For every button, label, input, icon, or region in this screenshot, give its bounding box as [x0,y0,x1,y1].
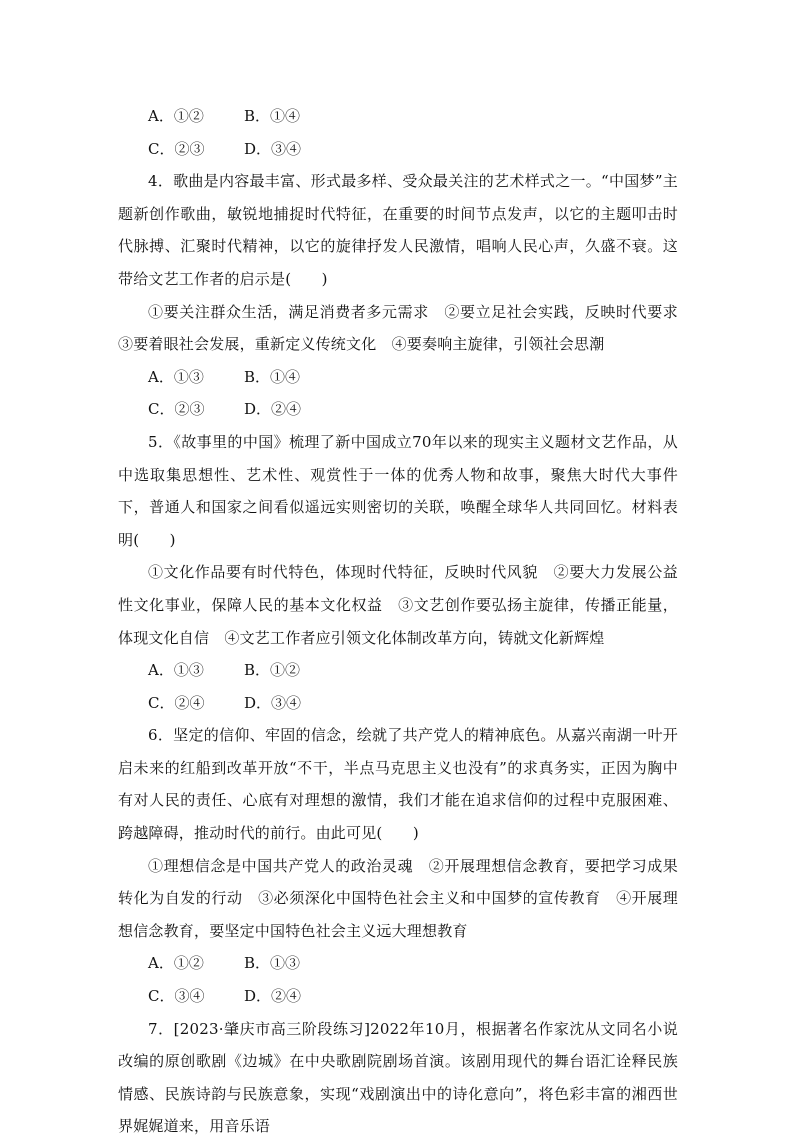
q4-option-b: B．①④ [244,367,301,386]
question-list [118,100,694,1143]
q5-option-d: D．③④ [244,693,302,712]
q5-option-a: A．①③ [148,661,204,680]
q4-options-row-1 [118,361,678,394]
q3-option-a: A．①② [148,107,204,125]
q4-option-c: C．②③ [148,400,205,419]
q6-options-row-2 [118,980,678,1013]
q5-option-c: C．②④ [148,693,205,712]
q6-options-row-1 [118,947,678,980]
q6-option-d: D．②④ [244,987,302,1006]
q3-option-d: D．③④ [244,139,302,158]
q5-stem: 5．《故事里的中国》梳理了新中国成立70年以来的现实主义题材文艺作品，从中选取集思想性、艺术性、观赏性于一体的优秀人物和故事，聚焦大时代大事件下，普通人和国家之间看似遥远实则密切的关联，唤醒全球华人共同回忆。材料表明( ) [118,432,678,549]
q3-options-row-2 [118,133,678,166]
q6-option-b: B．①③ [244,954,301,973]
q5-options-row-1 [118,654,678,687]
q4-options-row-2 [118,393,678,426]
q6-option-a: A．①② [148,954,204,973]
q7-stem: 7．[2023·肇庆市高三阶段练习]2022年10月，根据著名作家沈从文同名小说改编的原创歌剧《边城》在中央歌剧院剧场首演。该剧用现代的舞台语汇诠释民族情感、民族诗韵与民族意象，实现“戏剧演出中的诗化意向”，将色彩丰富的湘西世界娓娓道来，用音乐语 [118,1019,678,1136]
q5-statements: ①文化作品要有时代特色，体现时代特征，反映时代风貌 ②要大力发展公益性文化事业，保障人民的基本文化权益 ③文艺创作要弘扬主旋律，传播正能量，体现文化自信 ④文艺工作者应引领文化体制改革方向，铸就文化新辉煌 [118,563,678,647]
q3-option-b: B．①④ [244,107,301,125]
q5-option-b: B．①② [244,661,301,680]
q4-option-d: D．②④ [244,400,302,419]
q3-option-c: C．②③ [148,139,205,158]
q6-stem: 6．坚定的信仰、牢固的信念，绘就了共产党人的精神底色。从嘉兴南湖一叶开启未来的红船到改革开放“不干，半点马克思主义也没有”的求真务实，正因为胸中有对人民的责任、心底有对理想的激情，我们才能在追求信仰的过程中克服困难、跨越障碍，推动时代的前行。由此可见( ) [118,726,678,843]
q4-stem: 4．歌曲是内容最丰富、形式最多样、受众最关注的艺术样式之一。“中国梦”主题新创作歌曲，敏锐地捕捉时代特征，在重要的时间节点发声，以它的主题叩击时代脉搏、汇聚时代精神，以它的旋律抒发人民激情，唱响人民心声，久盛不衰。这带给文艺工作者的启示是( ) [118,172,678,288]
q3-options-row-1 [118,100,678,133]
q4-option-a: A．①③ [148,367,204,386]
q4-statements: ①要关注群众生活，满足消费者多元需求 ②要立足社会实践，反映时代要求 ③要着眼社会发展，重新定义传统文化 ④要奏响主旋律，引领社会思潮 [118,302,694,354]
q5-options-row-2 [118,687,678,720]
q6-option-c: C．③④ [148,987,205,1006]
q6-statements: ①理想信念是中国共产党人的政治灵魂 ②开展理想信念教育，要把学习成果转化为自发的行动 ③必须深化中国特色社会主义和中国梦的宣传教育 ④开展理想信念教育，要坚定中国特色社会主义远大理想教育 [118,856,678,940]
